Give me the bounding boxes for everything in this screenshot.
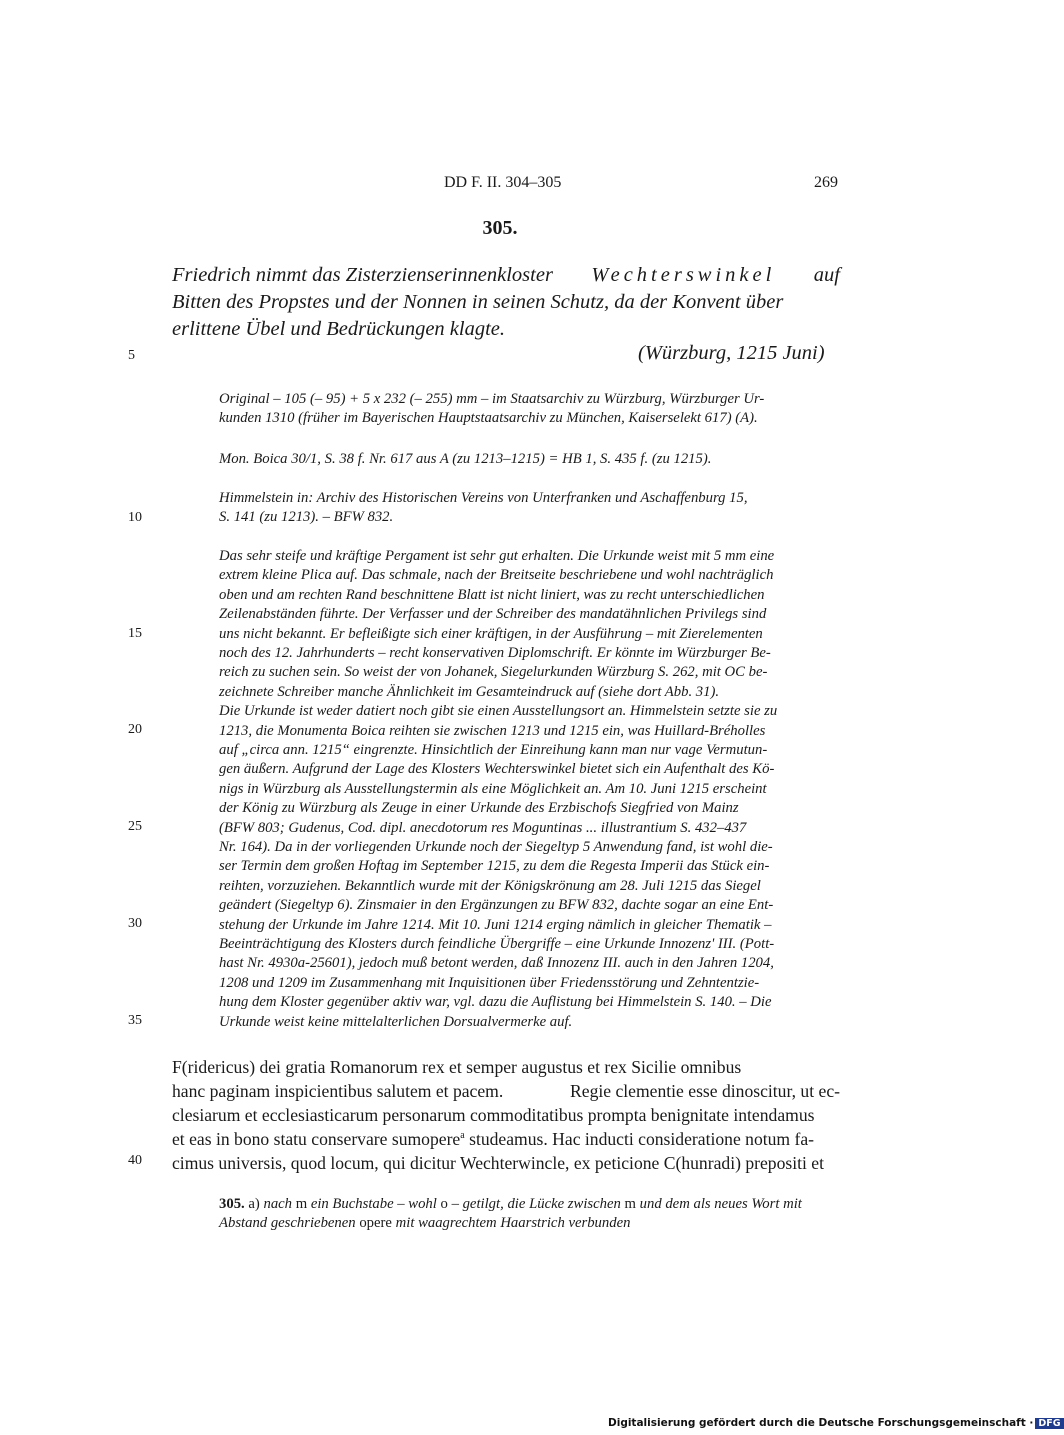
document-number: 305. [482,217,518,239]
line-number: 5 [128,348,135,363]
commentary-line: auf „circa ann. 1215“ eingrenzte. Hinsichtlich der Einreihung kann man nur vage Vermutun- [219,742,768,758]
text-line: F(ridericus) dei gratia Romanorum rex et semper augustus et rex Sicilie omnibus [172,1057,742,1077]
footnote-line-2 [219,1215,630,1232]
dfg-funding-notice [608,1417,1064,1429]
line-number: 40 [128,1153,142,1168]
line-number: 15 [128,626,142,641]
footnote-segment: mit waagrechtem Haarstrich verbunden [395,1215,631,1231]
funding-text: Digitalisierung gefördert durch die Deutsche Forschungsgemeinschaft · [608,1417,1034,1429]
commentary-line: Urkunde weist keine mittelalterlichen Dorsualvermerke auf. [219,1013,573,1030]
commentary-line: Nr. 164). Da in der vorliegenden Urkunde noch der Siegeltyp 5 Anwendung fand, ist wohl die- [219,839,773,855]
place-name: Wechterswinkel [591,264,776,286]
literature-line: S. 141 (zu 1213). – BFW 832. [219,509,394,525]
page-number: 269 [814,174,838,191]
commentary-line: gen äußern. Aufgrund der Lage des Klosters Wechterswinkel bietet sich ein Aufenthalt des Kö- [219,761,775,778]
line-number: 25 [128,819,142,834]
text-line [172,1129,814,1150]
regest-line-3: erlittene Übel und Bedrückungen klagte. [172,318,506,340]
running-title: DD F. II. 304–305 [444,174,562,191]
regest-text: auf [813,264,840,286]
commentary-line: uns nicht bekannt. Er befleißigte sich einer kräftigen, in der Ausführung – mit Zierelementen [219,625,763,642]
footnote-segment: nach [263,1196,293,1212]
commentary-line: Zeilenabständen führte. Der Verfasser und der Schreiber des mandatähnlichen Privilegs sind [219,606,767,623]
footnote-segment: Abstand geschriebenen [219,1215,356,1231]
regest-text: Friedrich nimmt das Zisterzienserinnenkloster [172,264,553,286]
commentary-line: ser Termin dem großen Hoftag im September 1215, zu dem die Regesta Imperii das Stück ein- [219,858,770,875]
salutation: hanc paginam inspicientibus salutem et pacem. [172,1081,504,1101]
text-line: cimus universis, quod locum, qui dicitur Wechterwincle, ex peticione C(hunradi) prepositi et [172,1153,824,1173]
footnote-segment: opere [355,1215,396,1231]
footnote-segment: und dem als neues Wort mit [639,1196,802,1212]
regest-line-1 [172,264,840,287]
commentary-line: reihten, vorzuziehen. Bekanntlich wurde mit der Königskrönung am 28. Juli 1215 das Siegel [219,877,761,894]
commentary-line: der König zu Würzburg als Zeuge in einer Urkunde des Erzbischofs Siegfried von Mainz [219,800,739,817]
literature-line: Himmelstein in: Archiv des Historischen Vereins von Unterfranken und Aschaffenburg 15, [219,490,748,506]
line-number: 20 [128,722,142,737]
commentary-line: hast Nr. 4930a-25601), jedoch muß betont werden, daß Innozenz III. auch in den Jahren 1204, [219,955,774,972]
commentary-line: nigs in Würzburg als Ausstellungstermin als eine Möglichkeit an. Am 10. Juni 1215 erscheint [219,780,767,797]
commentary-line: extrem kleine Plica auf. Das schmale, nach der Breitseite beschriebene und wohl nachträglich [219,567,774,584]
footnote-line-1 [219,1196,802,1213]
commentary-line: (BFW 803; Gudenus, Cod. dipl. anecdotorum res Moguntinas ... illustrantium S. 432–437 [219,819,747,836]
commentary-line: 1208 und 1209 im Zusammenhang mit Inquisitionen über Friedensstörung und Zehntentzie- [219,974,760,991]
regest-line-2: Bitten des Propstes und der Nonnen in seinen Schutz, da der Konvent über [172,291,784,313]
commentary-line: 1213, die Monumenta Boica reihten sie zwischen 1213 und 1215 ein, was Huillard-Bréholles [219,722,766,739]
commentary-line: Das sehr steife und kräftige Pergament ist sehr gut erhalten. Die Urkunde weist mit 5 mm eine [219,548,775,564]
footnote-segment: ein Buchstabe – wohl [310,1196,437,1212]
text-line [172,1081,840,1102]
dfg-logo: DFG [1035,1418,1063,1429]
commentary-line: oben und am rechten Rand beschnittene Blatt ist nicht liniert, was zu recht unterschiedlichen [219,586,765,603]
footnote-letter: a) [248,1196,260,1212]
line-number: 30 [128,916,142,931]
footnote-segment: – getilgt, die Lücke zwischen [451,1196,621,1212]
footnote-segment: m [292,1196,311,1212]
commentary-line: zeichnete Schreiber manche Ähnlichkeit im Gesamteindruck auf (siehe dort Abb. 31). [219,683,720,700]
footnote-text [263,1196,801,1212]
commentary-line: Beeinträchtigung des Klosters durch feindliche Übergriffe – eine Urkunde Innozenz' III. (Pott- [219,936,775,952]
footnote-segment: o [436,1196,452,1212]
footnote-text [219,1215,630,1231]
arenga: Regie clementie esse dinoscitur, ut ec- [570,1081,840,1101]
commentary-line: stehung der Urkunde im Jahre 1214. Mit 10. Juni 1214 erging nämlich in gleicher Thematik – [219,916,772,933]
commentary-line: hung dem Kloster gegenüber aktiv war, vgl. dazu die Auflistung bei Himmelstein S. 140. – Die [219,994,772,1011]
text-segment: studeamus. Hac inducti consideratione notum fa- [464,1129,815,1149]
dateline: (Würzburg, 1215 Juni) [638,342,825,364]
line-number: 10 [128,510,142,525]
footnote-segment: m [620,1196,640,1212]
commentary-line: noch des 12. Jahrhunderts – recht konservativen Diplomschrift. Er könnte im Würzburger Be- [219,645,771,661]
line-number: 35 [128,1013,142,1028]
commentary-line: reich zu suchen sein. So weist der von Johanek, Siegelurkunden Würzburg S. 262, mit OC be- [219,664,768,681]
editions: Mon. Boica 30/1, S. 38 f. Nr. 617 aus A (zu 1213–1215) = HB 1, S. 435 f. (zu 1215). [219,451,712,467]
tradition-line: Original – 105 (– 95) + 5 x 232 (– 255) mm – im Staatsarchiv zu Würzburg, Würzburger Ur- [219,391,765,407]
text-segment: et eas in bono statu conservare sumopere [172,1129,461,1149]
footnote-marker: a [460,1130,465,1142]
commentary-line: geändert (Siegeltyp 6). Zinsmaier in den Ergänzungen zu BFW 832, dachte sogar an eine Ent- [219,897,774,914]
text-line: clesiarum et ecclesiasticarum personarum commoditatibus prompta benignitate intendamus [172,1105,815,1125]
footnote-number: 305. [219,1196,245,1212]
commentary-line: Die Urkunde ist weder datiert noch gibt sie einen Ausstellungsort an. Himmelstein setzte sie zu [219,703,778,720]
tradition-line: kunden 1310 (früher im Bayerischen Hauptstaatsarchiv zu München, Kaiserselekt 617) (A). [219,410,758,426]
